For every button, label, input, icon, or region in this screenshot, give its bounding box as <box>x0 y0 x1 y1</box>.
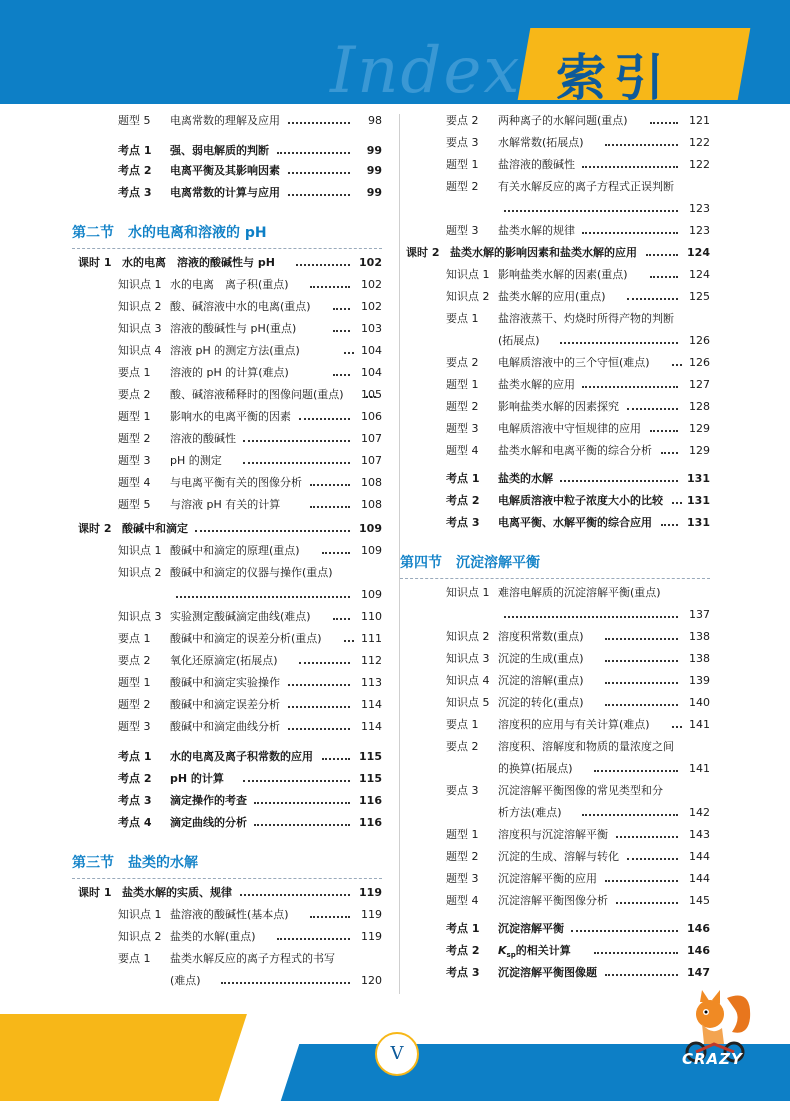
toc-leader-dots <box>322 750 350 760</box>
toc-entry-tag: 考点 2 <box>118 772 152 785</box>
toc-entry-tag: 题型 3 <box>446 422 479 435</box>
toc-entry-page: 113 <box>361 676 382 689</box>
toc-entry-tag: 要点 1 <box>118 632 151 645</box>
toc-entry-tag: 题型 2 <box>118 698 151 711</box>
toc-entry-page: 139 <box>689 674 710 687</box>
toc-leader-dots <box>582 224 678 234</box>
toc-entry-tag: 知识点 2 <box>446 290 490 303</box>
toc-entry-title: 盐类水解的规律 <box>498 224 575 237</box>
footer-yellow-band <box>0 1014 260 1101</box>
toc-entry-title: 酸碱中和滴定误差分析 <box>170 698 280 711</box>
toc-leader-dots <box>616 828 678 838</box>
toc-entry-page: 128 <box>689 400 710 413</box>
toc-leader-dots <box>221 974 350 984</box>
toc-entry-title: (难点) <box>170 974 201 987</box>
toc-entry-page: 119 <box>361 930 382 943</box>
toc-leader-dots <box>504 608 678 618</box>
toc-entry-tag: 题型 1 <box>118 410 151 423</box>
toc-entry-page: 129 <box>689 444 710 457</box>
toc-entry-page: 120 <box>361 974 382 987</box>
toc-entry-page: 115 <box>359 750 382 763</box>
toc-leader-dots <box>333 366 350 376</box>
toc-entry-tag: 考点 2 <box>446 494 480 507</box>
toc-leader-dots <box>661 516 678 526</box>
toc-leader-dots <box>254 794 350 804</box>
toc-entry-title: 盐类水解的应用 <box>498 378 575 391</box>
toc-entry-page: 129 <box>689 422 710 435</box>
toc-leader-dots <box>661 444 678 454</box>
toc-leader-dots <box>296 256 350 266</box>
toc-leader-dots <box>605 630 678 640</box>
toc-entry-title: 实验测定酸碱滴定曲线(难点) <box>170 610 311 623</box>
toc-leader-dots <box>627 400 678 410</box>
toc-entry-title: 电解质溶液中粒子浓度大小的比较 <box>498 494 663 507</box>
toc-entry-title: 溶度积与沉淀溶解平衡 <box>498 828 608 841</box>
toc-entry-title: 水的电离 离子积(重点) <box>170 278 289 291</box>
toc-entry-tag: 考点 2 <box>446 944 480 957</box>
toc-entry-page: 142 <box>689 806 710 819</box>
toc-leader-dots <box>195 522 350 532</box>
toc-entry-tag: 课时 2 <box>406 246 440 259</box>
toc-leader-dots <box>240 886 350 896</box>
toc-leader-dots <box>243 454 350 464</box>
toc-entry-page: 131 <box>687 472 710 485</box>
toc-leader-dots <box>504 202 678 212</box>
toc-entry-title: 溶液的酸碱性 <box>170 432 236 445</box>
toc-entry-title: 电离平衡、水解平衡的综合应用 <box>498 516 652 529</box>
toc-entry-title: 难溶电解质的沉淀溶解平衡(重点) <box>498 586 661 599</box>
toc-entry-title: 的换算(拓展点) <box>498 762 573 775</box>
toc-entry-tag: 要点 3 <box>446 136 479 149</box>
toc-entry-tag: 知识点 3 <box>446 652 490 665</box>
toc-entry-tag: 课时 2 <box>78 522 112 535</box>
toc-entry-tag: 题型 1 <box>446 378 479 391</box>
toc-entry-title: 滴定操作的考查 <box>170 794 247 807</box>
toc-leader-dots <box>646 246 678 256</box>
toc-entry-tag: 题型 4 <box>446 444 479 457</box>
toc-entry-tag: 知识点 4 <box>118 344 162 357</box>
toc-entry-page: 109 <box>359 522 382 535</box>
toc-entry-page: 106 <box>361 410 382 423</box>
toc-leader-dots <box>288 698 350 708</box>
toc-entry-page: 146 <box>687 922 710 935</box>
toc-entry-tag: 题型 5 <box>118 498 151 511</box>
toc-entry-tag: 题型 1 <box>446 828 479 841</box>
toc-entry-title: 盐类水解和电离平衡的综合分析 <box>498 444 652 457</box>
toc-leader-dots <box>310 278 350 288</box>
toc-entry-page: 107 <box>361 454 382 467</box>
toc-entry-title: 沉淀溶解平衡图像分析 <box>498 894 608 907</box>
toc-entry-tag: 考点 3 <box>118 186 152 199</box>
toc-entry-title: 电解质溶液中守恒规律的应用 <box>498 422 641 435</box>
toc-entry-tag: 题型 3 <box>446 872 479 885</box>
page-number: V <box>375 1032 419 1076</box>
toc-leader-dots <box>616 894 678 904</box>
toc-entry-tag: 题型 1 <box>118 676 151 689</box>
toc-entry-tag: 考点 2 <box>118 164 152 177</box>
toc-entry-page: 99 <box>366 164 382 177</box>
toc-leader-dots <box>560 334 678 344</box>
toc-leader-dots <box>277 930 350 940</box>
toc-entry-page: 145 <box>689 894 710 907</box>
toc-entry-title: 沉淀的溶解(重点) <box>498 674 584 687</box>
toc-leader-dots <box>627 290 678 300</box>
toc-entry-tag: 知识点 1 <box>118 278 162 291</box>
toc-entry-title: 酸碱中和滴定曲线分析 <box>170 720 280 733</box>
toc-entry-tag: 知识点 2 <box>446 630 490 643</box>
toc-leader-dots <box>288 186 350 196</box>
toc-leader-dots <box>310 476 350 486</box>
toc-entry-page: 141 <box>689 762 710 775</box>
toc-entry-page: 138 <box>689 652 710 665</box>
toc-leader-dots <box>310 498 350 508</box>
toc-entry-title: 酸、碱溶液稀释时的图像问题(重点) <box>170 388 344 401</box>
toc-leader-dots <box>582 378 678 388</box>
toc-entry-title: 溶液 pH 的测定方法(重点) <box>170 344 300 357</box>
toc-entry-tag: 题型 2 <box>446 400 479 413</box>
toc-entry-tag: 考点 4 <box>118 816 152 829</box>
toc-entry-title: 沉淀溶解平衡图像题 <box>498 966 597 979</box>
toc-entry-page: 111 <box>361 632 382 645</box>
toc-entry-page: 116 <box>359 816 382 829</box>
toc-entry-tag: 题型 3 <box>118 720 151 733</box>
toc-entry-page: 144 <box>689 850 710 863</box>
toc-leader-dots <box>344 344 354 354</box>
toc-entry-title: 盐类的水解(重点) <box>170 930 256 943</box>
toc-entry-title: 沉淀溶解平衡的应用 <box>498 872 597 885</box>
toc-entry-tag: 考点 1 <box>446 922 480 935</box>
toc-entry-title: (拓展点) <box>498 334 540 347</box>
toc-entry-title: 影响盐类水解的因素探究 <box>498 400 619 413</box>
toc-leader-dots <box>582 158 678 168</box>
toc-entry-tag: 题型 3 <box>446 224 479 237</box>
toc-entry-title: 盐类水解的应用(重点) <box>498 290 606 303</box>
toc-entry-title: 与电离平衡有关的图像分析 <box>170 476 302 489</box>
toc-leader-dots <box>560 472 678 482</box>
toc-entry-title: 强、弱电解质的判断 <box>170 144 269 157</box>
toc-entry-tag: 题型 1 <box>446 158 479 171</box>
toc-entry-tag: 知识点 3 <box>118 610 162 623</box>
toc-entry-page: 126 <box>689 334 710 347</box>
header-watermark: Index <box>330 34 522 108</box>
toc-entry-title: 沉淀溶解平衡 <box>498 922 564 935</box>
toc-entry-page: 108 <box>361 476 382 489</box>
toc-leader-dots <box>322 544 350 554</box>
toc-entry-tag: 要点 1 <box>446 312 479 325</box>
toc-entry-tag: 课时 1 <box>78 256 112 269</box>
toc-leader-dots <box>605 136 678 146</box>
toc-entry-tag: 课时 1 <box>78 886 112 899</box>
toc-entry-page: 102 <box>361 278 382 291</box>
toc-entry-title: 酸碱中和滴定实验操作 <box>170 676 280 689</box>
toc-entry-page: 109 <box>361 588 382 601</box>
page-title: 索引 <box>556 49 672 107</box>
toc-leader-dots <box>605 674 678 684</box>
toc-entry-tag: 知识点 2 <box>118 930 162 943</box>
toc-entry-title: pH 的计算 <box>170 772 224 785</box>
toc-entry-page: 99 <box>366 144 382 157</box>
toc-entry-page: 107 <box>361 432 382 445</box>
toc-entry-page: 114 <box>361 698 382 711</box>
toc-leader-dots <box>288 114 350 124</box>
toc-entry-title: 电离常数的计算与应用 <box>170 186 280 199</box>
toc-entry-title: 与溶液 pH 有关的计算 <box>170 498 281 511</box>
toc-entry-title: 酸碱中和滴定 <box>122 522 188 535</box>
toc-entry-tag: 考点 1 <box>446 472 480 485</box>
toc-entry-title: 影响水的电离平衡的因素 <box>170 410 291 423</box>
toc-entry-title: 沉淀的转化(重点) <box>498 696 584 709</box>
toc-leader-dots <box>605 966 678 976</box>
toc-entry-page: 108 <box>361 498 382 511</box>
toc-entry-tag: 要点 3 <box>446 784 479 797</box>
toc-entry-title: 电离平衡及其影响因素 <box>170 164 280 177</box>
toc-entry-tag: 题型 2 <box>446 180 479 193</box>
toc-entry-page: 124 <box>687 246 710 259</box>
toc-entry-page: 103 <box>361 322 382 335</box>
toc-leader-dots <box>299 410 350 420</box>
toc-entry-page: 121 <box>689 114 710 127</box>
toc-leader-dots <box>672 718 682 728</box>
toc-leader-dots <box>627 850 678 860</box>
toc-entry-tag: 要点 2 <box>446 740 479 753</box>
toc-leader-dots <box>243 432 350 442</box>
toc-entry-page: 109 <box>361 544 382 557</box>
toc-entry-page: 115 <box>359 772 382 785</box>
toc-entry-tag: 知识点 1 <box>446 268 490 281</box>
toc-entry-tag: 要点 2 <box>118 388 151 401</box>
toc-entry-tag: 考点 3 <box>446 966 480 979</box>
toc-entry-tag: 知识点 1 <box>118 544 162 557</box>
toc-entry-page: 102 <box>359 256 382 269</box>
toc-entry-title: 电解质溶液中的三个守恒(难点) <box>498 356 650 369</box>
section-rule <box>72 248 382 250</box>
toc-entry-title: 水解常数(拓展点) <box>498 136 584 149</box>
toc-entry-page: 126 <box>689 356 710 369</box>
toc-entry-page: 146 <box>687 944 710 957</box>
toc-entry-title: 有关水解反应的离子方程式正误判断 <box>498 180 674 193</box>
toc-entry-tag: 考点 1 <box>118 750 152 763</box>
toc-entry-tag: 考点 3 <box>446 516 480 529</box>
toc-entry-tag: 题型 2 <box>446 850 479 863</box>
toc-entry-title: 影响盐类水解的因素(重点) <box>498 268 628 281</box>
toc-entry-title: 溶度积的应用与有关计算(难点) <box>498 718 650 731</box>
toc-entry-tag: 知识点 3 <box>118 322 162 335</box>
toc-leader-dots <box>605 872 678 882</box>
toc-leader-dots <box>288 676 350 686</box>
toc-entry-title: 氧化还原滴定(拓展点) <box>170 654 278 667</box>
toc-entry-page: 140 <box>689 696 710 709</box>
toc-entry-tag: 题型 2 <box>118 432 151 445</box>
toc-leader-dots <box>594 944 678 954</box>
toc-entry-title: 电离常数的理解及应用 <box>170 114 280 127</box>
toc-entry-title: 沉淀的生成、溶解与转化 <box>498 850 619 863</box>
toc-entry-page: 123 <box>689 224 710 237</box>
toc-leader-dots <box>672 494 682 504</box>
toc-entry-page: 104 <box>361 344 382 357</box>
toc-entry-title: 沉淀溶解平衡图像的常见类型和分 <box>498 784 663 797</box>
toc-entry-title: 盐溶液蒸干、灼烧时所得产物的判断 <box>498 312 674 325</box>
toc-entry-title: 沉淀的生成(重点) <box>498 652 584 665</box>
toc-entry-title: 溶度积常数(重点) <box>498 630 584 643</box>
toc-entry-page: 123 <box>689 202 710 215</box>
toc-leader-dots <box>594 762 678 772</box>
toc-entry-title: 析方法(难点) <box>498 806 562 819</box>
toc-entry-title: 酸碱中和滴定的误差分析(重点) <box>170 632 322 645</box>
toc-entry-tag: 考点 3 <box>118 794 152 807</box>
section-heading: 第三节 盐类的水解 <box>72 855 198 871</box>
toc-entry-title: 水的电离 溶液的酸碱性与 pH <box>122 256 275 269</box>
toc-entry-page: 116 <box>359 794 382 807</box>
toc-entry-title: 水的电离及离子积常数的应用 <box>170 750 313 763</box>
toc-entry-page: 122 <box>689 158 710 171</box>
toc-leader-dots <box>243 772 350 782</box>
toc-entry-tag: 考点 1 <box>118 144 152 157</box>
section-rule <box>400 578 710 580</box>
toc-entry-page: 99 <box>366 186 382 199</box>
section-heading: 第四节 沉淀溶解平衡 <box>400 555 540 571</box>
toc-entry-page: 105 <box>361 388 382 401</box>
toc-entry-page: 144 <box>689 872 710 885</box>
toc-leader-dots <box>582 806 678 816</box>
toc-entry-tag: 知识点 4 <box>446 674 490 687</box>
toc-entry-title: 酸、碱溶液中水的电离(重点) <box>170 300 311 313</box>
toc-entry-page: 122 <box>689 136 710 149</box>
toc-entry-page: 137 <box>689 608 710 621</box>
toc-entry-page: 147 <box>687 966 710 979</box>
toc-entry-page: 114 <box>361 720 382 733</box>
toc-entry-title: 两种离子的水解问题(重点) <box>498 114 628 127</box>
toc-entry-tag: 要点 2 <box>118 654 151 667</box>
toc-entry-page: 119 <box>361 908 382 921</box>
toc-leader-dots <box>344 632 354 642</box>
toc-entry-tag: 知识点 2 <box>118 566 162 579</box>
toc-leader-dots <box>288 720 350 730</box>
toc-leader-dots <box>333 322 350 332</box>
toc-entry-page: 138 <box>689 630 710 643</box>
toc-leader-dots <box>333 300 350 310</box>
section-heading: 第二节 水的电离和溶液的 pH <box>72 225 267 241</box>
toc-entry-title: 溶液的 pH 的计算(难点) <box>170 366 289 379</box>
toc-entry-page: 143 <box>689 828 710 841</box>
toc-entry-page: 127 <box>689 378 710 391</box>
toc-leader-dots <box>605 652 678 662</box>
toc-entry-tag: 要点 2 <box>446 114 479 127</box>
toc-entry-title: 盐溶液的酸碱性(基本点) <box>170 908 289 921</box>
toc-entry-tag: 要点 1 <box>118 366 151 379</box>
toc-entry-title: 酸碱中和滴定的原理(重点) <box>170 544 300 557</box>
toc-entry-title: $K_{sp}$的相关计算 <box>498 944 571 960</box>
toc-entry-tag: 知识点 1 <box>118 908 162 921</box>
toc-entry-page: 131 <box>687 494 710 507</box>
toc-leader-dots <box>650 268 678 278</box>
toc-leader-dots <box>176 588 350 598</box>
toc-entry-page: 141 <box>689 718 710 731</box>
toc-entry-page: 124 <box>689 268 710 281</box>
toc-entry-tag: 题型 4 <box>118 476 151 489</box>
toc-entry-title: 盐溶液的酸碱性 <box>498 158 575 171</box>
toc-entry-title: pH 的测定 <box>170 454 222 467</box>
toc-entry-title: 滴定曲线的分析 <box>170 816 247 829</box>
toc-entry-page: 125 <box>689 290 710 303</box>
toc-entry-title: 溶度积、溶解度和物质的量浓度之间 <box>498 740 674 753</box>
toc-entry-tag: 要点 2 <box>446 356 479 369</box>
toc-entry-page: 119 <box>359 886 382 899</box>
toc-entry-tag: 要点 1 <box>446 718 479 731</box>
toc-entry-page: 131 <box>687 516 710 529</box>
toc-entry-tag: 题型 4 <box>446 894 479 907</box>
toc-entry-title: 盐类水解的影响因素和盐类水解的应用 <box>450 246 637 259</box>
toc-entry-tag: 知识点 1 <box>446 586 490 599</box>
toc-leader-dots <box>650 422 678 432</box>
toc-entry-tag: 知识点 2 <box>118 300 162 313</box>
toc-leader-dots <box>672 356 682 366</box>
toc-entry-title: 盐类的水解 <box>498 472 553 485</box>
brand-logo-text: CRAZY <box>682 1050 743 1068</box>
toc-leader-dots <box>254 816 350 826</box>
toc-entry-title: 酸碱中和滴定的仪器与操作(重点) <box>170 566 333 579</box>
section-rule <box>72 878 382 880</box>
toc-leader-dots <box>605 696 678 706</box>
toc-leader-dots <box>650 114 678 124</box>
toc-entry-tag: 知识点 5 <box>446 696 490 709</box>
toc-leader-dots <box>571 922 678 932</box>
toc-leader-dots <box>299 654 350 664</box>
toc-entry-tag: 题型 3 <box>118 454 151 467</box>
toc-leader-dots <box>277 144 350 154</box>
toc-leader-dots <box>333 610 350 620</box>
toc-leader-dots <box>288 164 350 174</box>
toc-entry-title: 盐类水解的实质、规律 <box>122 886 232 899</box>
toc-entry-tag: 题型 5 <box>118 114 151 127</box>
toc-entry-page: 110 <box>361 610 382 623</box>
toc-entry-page: 98 <box>368 114 382 127</box>
toc-entry-page: 112 <box>361 654 382 667</box>
toc-entry-page: 104 <box>361 366 382 379</box>
toc-entry-page: 102 <box>361 300 382 313</box>
toc-entry-title: 溶液的酸碱性与 pH(重点) <box>170 322 297 335</box>
toc-entry-title: 盐类水解反应的离子方程式的书写 <box>170 952 335 965</box>
toc-entry-tag: 要点 1 <box>118 952 151 965</box>
toc-leader-dots <box>310 908 350 918</box>
